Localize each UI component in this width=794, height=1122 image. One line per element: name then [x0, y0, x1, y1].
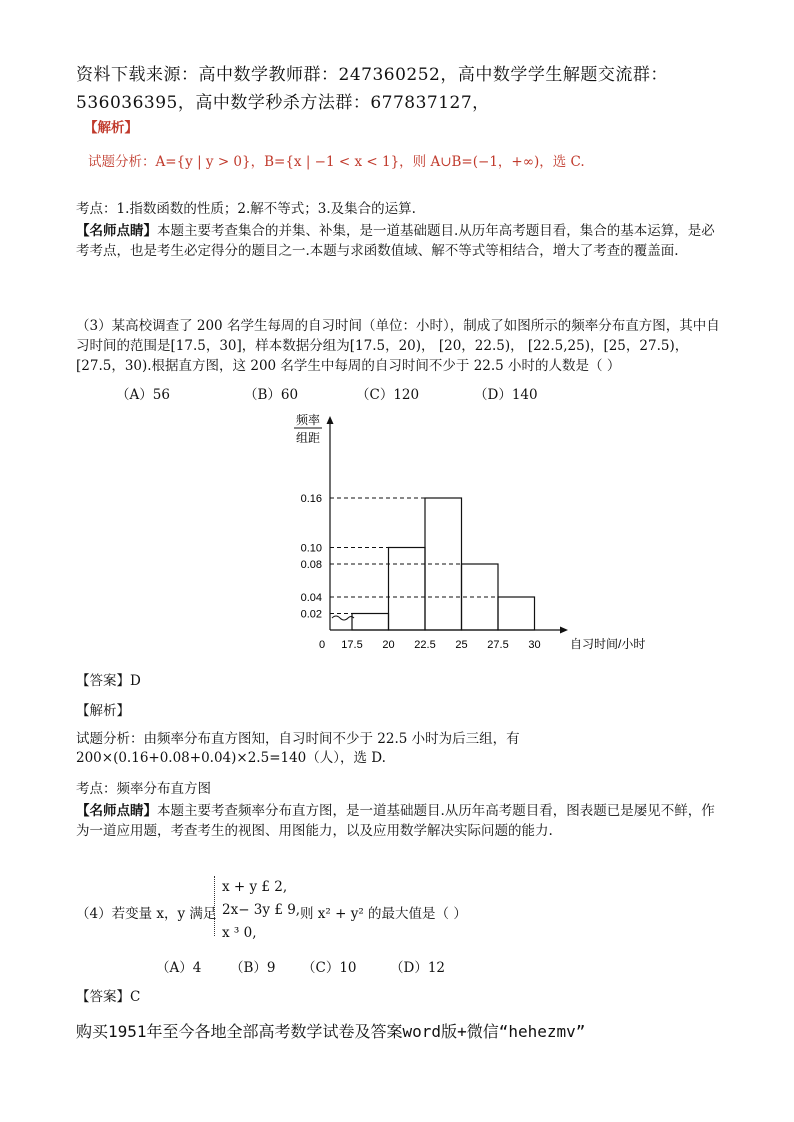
q3-option-c: （C）120 — [356, 387, 420, 403]
q4-constraint-1: x + y £ 2, — [222, 879, 288, 895]
q2-comment — [76, 221, 716, 261]
x-tick-label: 22.5 — [414, 639, 436, 651]
y-tick-label: 0.08 — [300, 559, 322, 571]
q3-option-b: （B）60 — [244, 387, 299, 403]
q3-analysis-line-2: 200×(0.16+0.08+0.04)×2.5=140（人），选 D. — [76, 750, 386, 766]
q2-analysis-label: 【解析】 — [84, 120, 138, 136]
q3-analysis-label: 【解析】 — [76, 703, 130, 719]
q4-answer: 【答案】C — [76, 989, 141, 1005]
x-tick-label: 20 — [382, 639, 395, 651]
y-label-bottom: 组距 — [295, 431, 321, 445]
y-tick-label: 0.02 — [300, 608, 322, 621]
histogram-bar — [352, 614, 389, 631]
footer-promo: 购买1951年至今各地全部高考数学试卷及答案word版+微信“hehezmv” — [76, 1022, 586, 1041]
axis-break — [332, 616, 354, 620]
q4-option-a: （A）4 — [156, 960, 202, 976]
frequency-histogram — [280, 408, 680, 658]
header-line-2: 536036395，高中数学秒杀方法群：677837127， — [76, 93, 490, 113]
q3-kaodian: 考点：频率分布直方图 — [76, 781, 211, 797]
q3-comment — [76, 801, 724, 841]
q2-comment-text: 本题主要考查集合的并集、补集，是一道基础题目.从历年高考题目看，集合的基本运算，是必考考点，也是考生必定得分的题目之一.本题与求函数值域、解不等式等相结合，增大了考查的覆盖面. — [76, 223, 715, 259]
q3-comment-label: 【名师点睛】 — [76, 803, 157, 819]
x-axis-arrow — [560, 627, 568, 634]
q4-constraint-brace — [214, 876, 221, 936]
q2-comment-label: 【名师点睛】 — [76, 223, 157, 239]
x-tick-label: 27.5 — [487, 639, 509, 651]
y-tick-label: 0.04 — [300, 592, 322, 604]
y-label-top: 频率 — [295, 413, 321, 427]
q4-constraint-3: x ³ 0, — [222, 925, 257, 941]
y-tick-label: 0.10 — [300, 542, 322, 555]
q3-comment-text: 本题主要考查频率分布直方图，是一道基础题目.从历年高考题目看，图表题已是屡见不鲜，作为一道应用题，考查考生的视图、用图能力，以及应用数学解决实际问题的能力. — [76, 803, 715, 839]
q3-analysis-line-1: 试题分析：由频率分布直方图知，自习时间不少于 22.5 小时为后三组，有 — [76, 731, 520, 747]
q2-analysis-text: 试题分析：A={y | y > 0}，B={x | −1 < x < 1}，则 A∪B=(−1，+∞)，选 C. — [88, 154, 585, 170]
histogram-bar — [498, 597, 535, 630]
q4-option-d: （D）12 — [390, 960, 446, 976]
q3-answer: 【答案】D — [76, 673, 141, 689]
q4-stem-prefix: （4）若变量 x，y 满足 — [76, 906, 217, 922]
y-axis-arrow — [327, 416, 334, 424]
q2-kaodian: 考点：1.指数函数的性质；2.解不等式；3.及集合的运算. — [76, 201, 416, 217]
header-line-1: 资料下载来源：高中数学教师群：247360252，高中数学学生解题交流群： — [76, 65, 668, 85]
origin-label: 0 — [318, 639, 326, 651]
q4-stem-suffix: 则 x² + y² 的最大值是（ ） — [300, 906, 467, 922]
q4-option-b: （B）9 — [230, 960, 276, 976]
q3-stem: （3）某高校调查了 200 名学生每周的自习时间（单位：小时），制成了如图所示的频率分布直方图，其中自习时间的范围是[17.5，30]，样本数据分组为[17.5，20)， [20，22.5)， [22.5,25)，[25，27.5)，[27.5，30).根据直方图，这 200 名学生中每周的自习时间不少于 22.5 小时的人数是（ ） — [76, 318, 720, 374]
q3-option-d: （D）140 — [474, 387, 538, 403]
histogram-bar — [389, 548, 426, 631]
y-tick-label: 0.16 — [300, 493, 322, 505]
q4-constraint-2: 2x− 3y £ 9, — [222, 902, 301, 918]
q4-option-c: （C）10 — [302, 960, 357, 976]
x-tick-label: 17.5 — [341, 639, 363, 651]
q3-option-a: （A）56 — [116, 387, 170, 403]
x-axis-label: 自习时间/小时 — [570, 637, 646, 651]
x-tick-label: 30 — [528, 639, 541, 651]
x-tick-label: 25 — [455, 639, 468, 651]
